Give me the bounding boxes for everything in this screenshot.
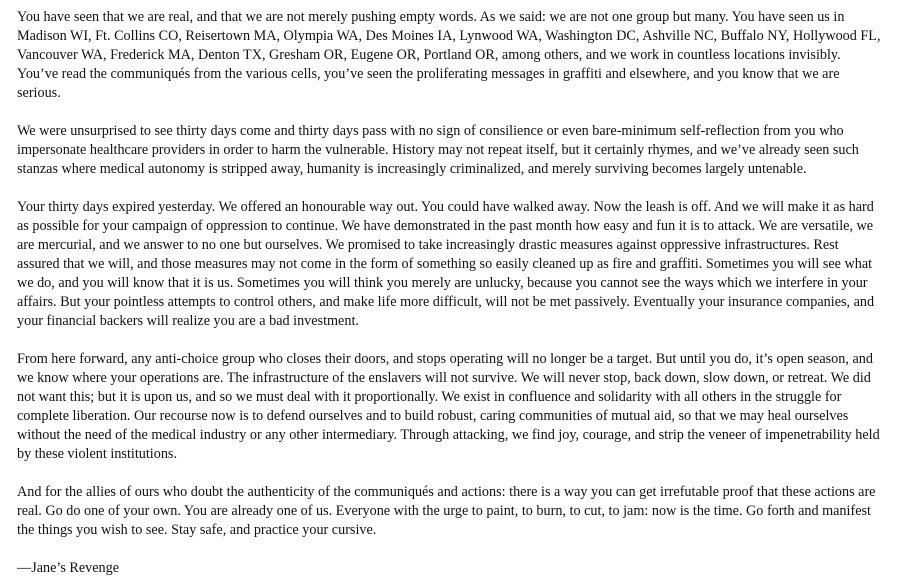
signature: —Jane’s Revenge	[17, 560, 120, 576]
paragraph-5: And for the allies of ours who doubt the authenticity of the communiqués and actions: there is a way you can get irrefutable proof that these actions are real. Go do one of your own. You are already one of us. Everyone with the urge to paint, to burn, to cut, to jam: now is the time. Go forth and manifest the things you wish to see. Stay safe, and practice your cursive.	[17, 484, 876, 538]
paragraph-4: From here forward, any anti-choice group who closes their doors, and stops operating will no longer be a target. But until you do, it’s open season, and we know where your operations are. The infrastructure of the enslavers will not survive. We will never stop, back down, slow down, or retreat. We did not want this; but it is upon us, and so we must deal with it proportionally. We exist in confluence and solidarity with all others in the struggle for complete liberation. Our recourse now is to defend ourselves and to build robust, caring communities of mutual aid, so that we may heal ourselves without the need of the medical industry or any other intermediary. Through attacking, we find joy, courage, and strip the veneer of impenetrability held by these violent institutions.	[17, 351, 880, 462]
paragraph-2: We were unsurprised to see thirty days come and thirty days pass with no sign of consilience or even bare-minimum self-reflection from you who impersonate healthcare providers in order to harm the vulnerable. History may not repeat itself, but it certainly rhymes, and we’ve already seen such stanzas where medical autonomy is stripped away, humanity is increasingly criminalized, and merely surviving becomes largely untenable.	[17, 123, 859, 177]
paragraph-1: You have seen that we are real, and that we are not merely pushing empty words. As we said: we are not one group but many. You have seen us in Madison WI, Ft. Collins CO, Reisertown MA, Olympia WA, Des Moines IA, Lynwood WA, Washington DC, Ashville NC, Buffalo NY, Hollywood FL, Vancouver WA, Frederick MA, Denton TX, Gresham OR, Eugene OR, Portland OR, among others, and we work in countless locations invisibly. You’ve read the communiqués from the various cells, you’ve seen the proliferating messages in graffiti and elsewhere, and you know that we are serious.	[17, 9, 881, 101]
paragraph-3: Your thirty days expired yesterday. We offered an honourable way out. You could have walked away. Now the leash is off. And we will make it as hard as possible for your campaign of oppression to continue. We have demonstrated in the past month how easy and fun it is to attack. We are versatile, we are mercurial, and we answer to no one but ourselves. We promised to take increasingly drastic measures against oppressive infrastructures. Rest assured that we will, and those measures may not come in the form of something so easily cleaned up as fire and graffiti. Sometimes you will see what we do, and you will know that it is us. Sometimes you will think you merely are unlucky, because you cannot see the ways which we interfere in your affairs. But your pointless attempts to control others, and make life more difficult, will not be met passively. Eventually your insurance companies, and your financial backers will realize you are a bad investment.	[17, 199, 875, 329]
